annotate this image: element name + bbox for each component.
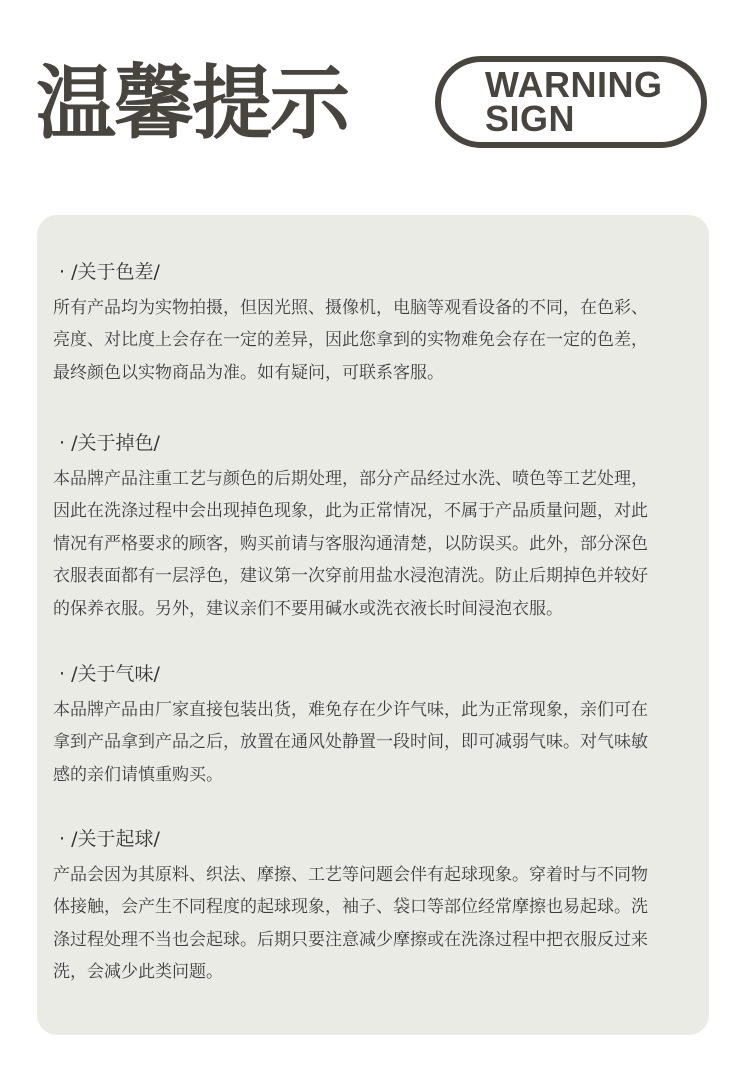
section-heading: · /关于气味/: [59, 663, 160, 685]
warning-sign-badge: [435, 56, 707, 148]
section-heading: · /关于掉色/: [59, 432, 160, 454]
section-body: 产品会因为其原料、织法、摩擦、工艺等问题会伴有起球现象。穿着时与不同物 体接触，会产生不同程度的起球现象，袖子、袋口等部位经常摩擦也易起球。洗 涤过程处理不当也会起球。后期只要注意减少摩擦或在洗涤过程中把衣服反过来 洗，会减少此类问题。: [53, 865, 648, 983]
page-title: 温馨提示: [36, 57, 348, 150]
warning-sign-text: [485, 64, 663, 139]
section-color-difference: [53, 257, 701, 389]
notice-panel: [37, 215, 709, 1035]
section-body: 本品牌产品注重工艺与颜色的后期处理，部分产品经过水洗、喷色等工艺处理， 因此在洗涤过程中会出现掉色现象，此为正常情况，不属于产品质量问题，对此 情况有严格要求的顾客，购买前请与客服沟通清楚，以防误买。此外，部分深色 衣服表面都有一层浮色，建议第一次穿前用盐水浸泡清洗。防止后期掉色并较好 的保养衣服。另外，建议亲们不要用碱水或洗衣液长时间浸泡衣服。: [53, 469, 648, 619]
warning-sign-line-2: SIGN: [485, 98, 576, 139]
section-heading: · /关于色差/: [59, 261, 160, 283]
section-pilling: [53, 824, 701, 989]
section-body: 所有产品均为实物拍摄，但因光照、摄像机，电脑等观看设备的不同，在色彩、 亮度、对比度上会存在一定的差异，因此您拿到的实物难免会存在一定的色差， 最终颜色以实物商品为准。如有疑问，可联系客服。: [53, 298, 648, 383]
section-color-fading: [53, 428, 701, 625]
section-odor: [53, 659, 701, 791]
section-body: 本品牌产品由厂家直接包装出货，难免存在少许气味，此为正常现象，亲们可在 拿到产品拿到产品之后，放置在通风处静置一段时间，即可减弱气味。对气味敏 感的亲们请慎重购买。: [53, 700, 648, 785]
warning-sign-line-1: WARNING: [485, 64, 663, 105]
section-heading: · /关于起球/: [59, 828, 160, 850]
